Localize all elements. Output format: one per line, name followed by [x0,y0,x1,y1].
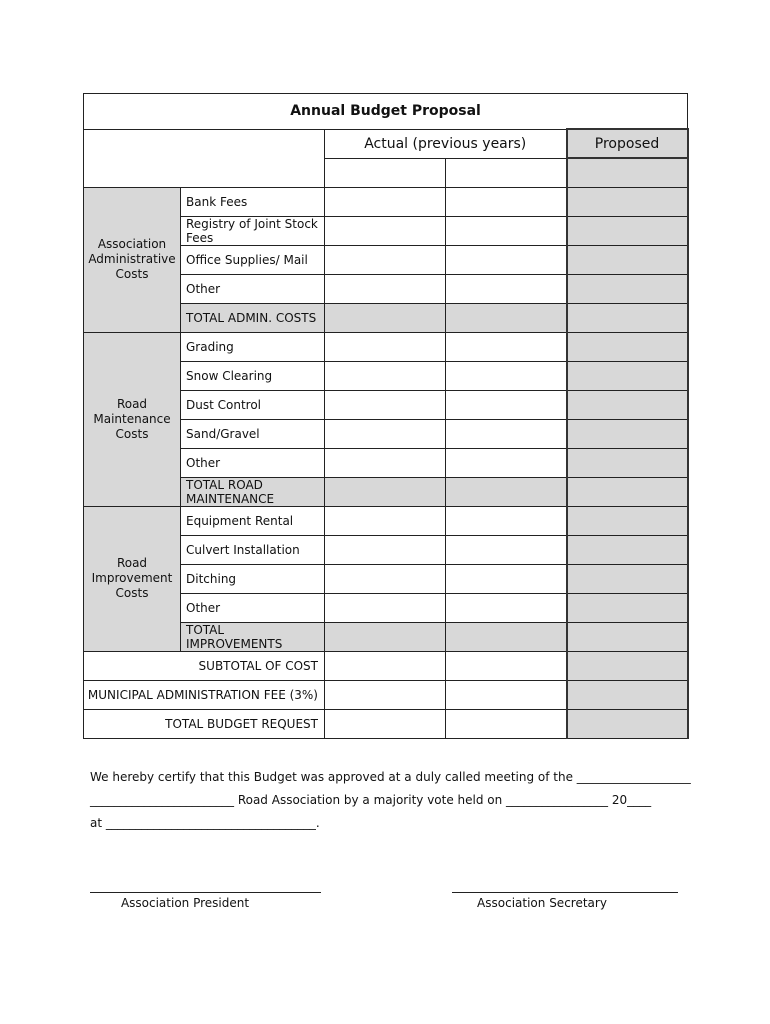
actual-year-1-cell[interactable] [325,390,446,419]
actual-year-2-cell[interactable] [446,680,567,709]
actual-year-2-cell[interactable] [446,593,567,622]
president-signature-label: Association President [120,896,250,910]
actual-year-2-cell[interactable] [446,477,567,506]
actual-year-2-cell[interactable] [446,303,567,332]
certification-line-1: We hereby certify that this Budget was approved at a duly called meeting of the ___________________ [90,770,691,784]
actual-year-1-cell[interactable] [325,535,446,564]
proposed-cell[interactable] [567,709,688,738]
actual-year-2-cell[interactable] [446,216,567,245]
actual-year-2-cell[interactable] [446,709,567,738]
actual-year-2-cell[interactable] [446,245,567,274]
actual-year-2-cell[interactable] [446,274,567,303]
line-item-label: Culvert Installation [181,535,325,564]
line-item-label: Other [181,448,325,477]
proposed-cell[interactable] [567,274,688,303]
actual-year-1-cell[interactable] [325,303,446,332]
summary-row [84,709,688,738]
section-total-label: TOTAL ROAD MAINTENANCE [181,477,325,506]
category-cell: Association Administrative Costs [84,187,181,332]
proposed-cell[interactable] [567,303,688,332]
actual-year-2-cell[interactable] [446,419,567,448]
summary-label: TOTAL BUDGET REQUEST [84,709,325,738]
actual-year-1-cell[interactable] [325,216,446,245]
summary-row [84,680,688,709]
proposed-cell[interactable] [567,332,688,361]
actual-year-1-cell[interactable] [325,622,446,651]
section-total-label: TOTAL IMPROVEMENTS [181,622,325,651]
proposed-cell[interactable] [567,419,688,448]
line-item-label: Dust Control [181,390,325,419]
actual-year-2-header-cell[interactable] [446,158,567,187]
certification-text [90,766,690,835]
proposed-cell[interactable] [567,622,688,651]
actual-year-2-cell[interactable] [446,390,567,419]
summary-row [84,651,688,680]
proposed-cell[interactable] [567,448,688,477]
proposed-cell[interactable] [567,390,688,419]
section-total-label: TOTAL ADMIN. COSTS [181,303,325,332]
actual-year-2-cell[interactable] [446,622,567,651]
actual-year-2-cell[interactable] [446,448,567,477]
proposed-cell[interactable] [567,651,688,680]
budget-table [83,93,689,739]
certification-line-3: at ___________________________________. [90,816,320,830]
actual-year-2-cell[interactable] [446,506,567,535]
line-item-label: Ditching [181,564,325,593]
actual-year-1-cell[interactable] [325,448,446,477]
secretary-signature-line[interactable] [452,892,678,893]
actual-year-1-cell[interactable] [325,419,446,448]
actual-year-2-cell[interactable] [446,535,567,564]
actual-year-2-cell[interactable] [446,187,567,216]
summary-label: SUBTOTAL OF COST [84,651,325,680]
proposed-cell[interactable] [567,680,688,709]
proposed-cell[interactable] [567,361,688,390]
category-cell: Road Maintenance Costs [84,332,181,506]
actual-year-1-cell[interactable] [325,477,446,506]
proposed-cell[interactable] [567,187,688,216]
actual-year-1-cell[interactable] [325,506,446,535]
actual-year-2-cell[interactable] [446,332,567,361]
actual-year-1-cell[interactable] [325,593,446,622]
actual-year-1-cell[interactable] [325,187,446,216]
line-item-label: Office Supplies/ Mail [181,245,325,274]
header-proposed: Proposed [567,129,688,158]
header-actual: Actual (previous years) [325,129,567,158]
line-item-label: Snow Clearing [181,361,325,390]
line-item-label: Bank Fees [181,187,325,216]
table-row [84,332,688,361]
line-item-label: Registry of Joint Stock Fees [181,216,325,245]
table-row [84,187,688,216]
table-title: Annual Budget Proposal [84,94,688,130]
actual-year-2-cell[interactable] [446,564,567,593]
proposed-cell[interactable] [567,564,688,593]
actual-year-1-cell[interactable] [325,709,446,738]
proposed-cell[interactable] [567,535,688,564]
header-blank-cell [84,129,325,187]
secretary-signature-label: Association Secretary [477,896,607,910]
actual-year-2-cell[interactable] [446,361,567,390]
line-item-label: Grading [181,332,325,361]
proposed-cell[interactable] [567,245,688,274]
line-item-label: Sand/Gravel [181,419,325,448]
actual-year-1-cell[interactable] [325,564,446,593]
actual-year-1-cell[interactable] [325,332,446,361]
summary-label: MUNICIPAL ADMINISTRATION FEE (3%) [84,680,325,709]
actual-year-2-cell[interactable] [446,651,567,680]
proposed-cell[interactable] [567,593,688,622]
line-item-label: Other [181,593,325,622]
proposed-cell[interactable] [567,506,688,535]
certification-line-2: ________________________ Road Association by a majority vote held on _________________ 20____ [90,793,652,807]
line-item-label: Equipment Rental [181,506,325,535]
actual-year-1-header-cell[interactable] [325,158,446,187]
proposed-cell[interactable] [567,216,688,245]
president-signature-line[interactable] [90,892,321,893]
line-item-label: Other [181,274,325,303]
actual-year-1-cell[interactable] [325,274,446,303]
actual-year-1-cell[interactable] [325,361,446,390]
actual-year-1-cell[interactable] [325,245,446,274]
actual-year-1-cell[interactable] [325,680,446,709]
proposed-cell[interactable] [567,477,688,506]
category-cell: Road Improvement Costs [84,506,181,651]
table-row [84,506,688,535]
proposed-header-cell[interactable] [567,158,688,187]
actual-year-1-cell[interactable] [325,651,446,680]
